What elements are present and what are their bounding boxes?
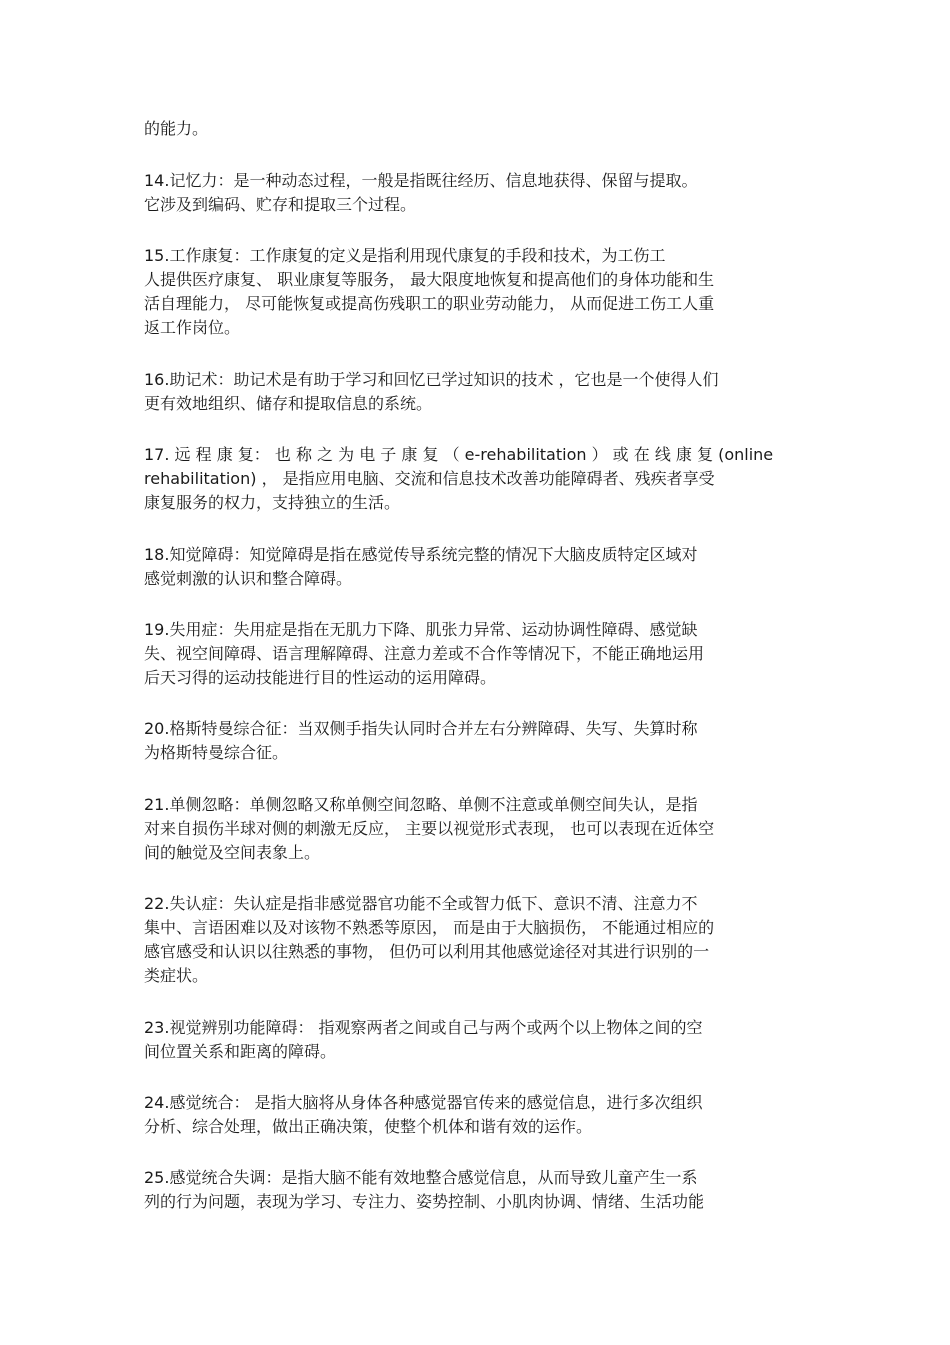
text-line: 类症状。 — [144, 966, 209, 985]
text-line: rehabilitation) ， 是指应用电脑、交流和信息技术改善功能障碍者、残疾者享受 — [144, 469, 715, 488]
text-line: 它涉及到编码、贮存和提取三个过程。 — [144, 195, 417, 214]
text-line: 对来自损伤半球对侧的刺激无反应， 主要以视觉形式表现， 也可以表现在近体空 — [144, 819, 715, 838]
text-line: 20.格斯特曼综合征：当双侧手指失认同时合并左右分辨障碍、失写、失算时称 — [144, 719, 698, 738]
text-line: 更有效地组织、储存和提取信息的系统。 — [144, 394, 433, 413]
text-line: 间位置关系和距离的障碍。 — [144, 1042, 337, 1061]
text-line: 16.助记术：助记术是有助于学习和回忆已学过知识的技术 ，它也是一个使得人们 — [144, 370, 719, 389]
text-line: 的能力。 — [144, 119, 209, 138]
text-line: 为格斯特曼综合征。 — [144, 743, 289, 762]
text-line: 活自理能力， 尽可能恢复或提高伤残职工的职业劳动能力， 从而促进工伤工人重 — [144, 294, 715, 313]
text-line: 感官感受和认识以往熟悉的事物， 但仍可以利用其他感觉途径对其进行识别的一 — [144, 942, 710, 961]
text-line: 感觉刺激的认识和整合障碍。 — [144, 569, 353, 588]
text-line: 14.记忆力：是一种动态过程，一般是指既往经历、信息地获得、保留与提取。 — [144, 171, 698, 190]
text-line: 25.感觉统合失调：是指大脑不能有效地整合感觉信息，从而导致儿童产生一系 — [144, 1168, 698, 1187]
text-line: 列的行为问题，表现为学习、专注力、姿势控制、小肌肉协调、情绪、生活功能 — [144, 1192, 705, 1211]
text-line: 18.知觉障碍：知觉障碍是指在感觉传导系统完整的情况下大脑皮质特定区域对 — [144, 545, 698, 564]
text-line: 康复服务的权力，支持独立的生活。 — [144, 493, 401, 512]
text-line: 分析、综合处理，做出正确决策，使整个机体和谐有效的运作。 — [144, 1117, 593, 1136]
text-line: 间的触觉及空间表象上。 — [144, 843, 321, 862]
text-line: 23.视觉辨别功能障碍： 指观察两者之间或自己与两个或两个以上物体之间的空 — [144, 1018, 703, 1037]
text-line: 失、视空间障碍、语言理解障碍、注意力差或不合作等情况下，不能正确地运用 — [144, 644, 705, 663]
text-line: 21.单侧忽略：单侧忽略又称单侧空间忽略、单侧不注意或单侧空间失认，是指 — [144, 795, 698, 814]
text-line: 22.失认症：失认症是指非感觉器官功能不全或智力低下、意识不清、注意力不 — [144, 894, 698, 913]
text-line: 返工作岗位。 — [144, 318, 241, 337]
text-line: 17. 远 程 康 复： 也 称 之 为 电 子 康 复 （ e-rehabilitation ） 或 在 线 康 复 (online — [144, 445, 774, 464]
text-line: 24.感觉统合： 是指大脑将从身体各种感觉器官传来的感觉信息，进行多次组织 — [144, 1093, 703, 1112]
text-line: 后天习得的运动技能进行目的性运动的运用障碍。 — [144, 668, 497, 687]
text-line: 15.工作康复：工作康复的定义是指利用现代康复的手段和技术，为工伤工 — [144, 246, 666, 265]
text-line: 19.失用症：失用症是指在无肌力下降、肌张力异常、运动协调性障碍、感觉缺 — [144, 620, 698, 639]
text-line: 集中、言语困难以及对该物不熟悉等原因， 而是由于大脑损伤， 不能通过相应的 — [144, 918, 715, 937]
text-line: 人提供医疗康复、 职业康复等服务， 最大限度地恢复和提高他们的身体功能和生 — [144, 270, 715, 289]
